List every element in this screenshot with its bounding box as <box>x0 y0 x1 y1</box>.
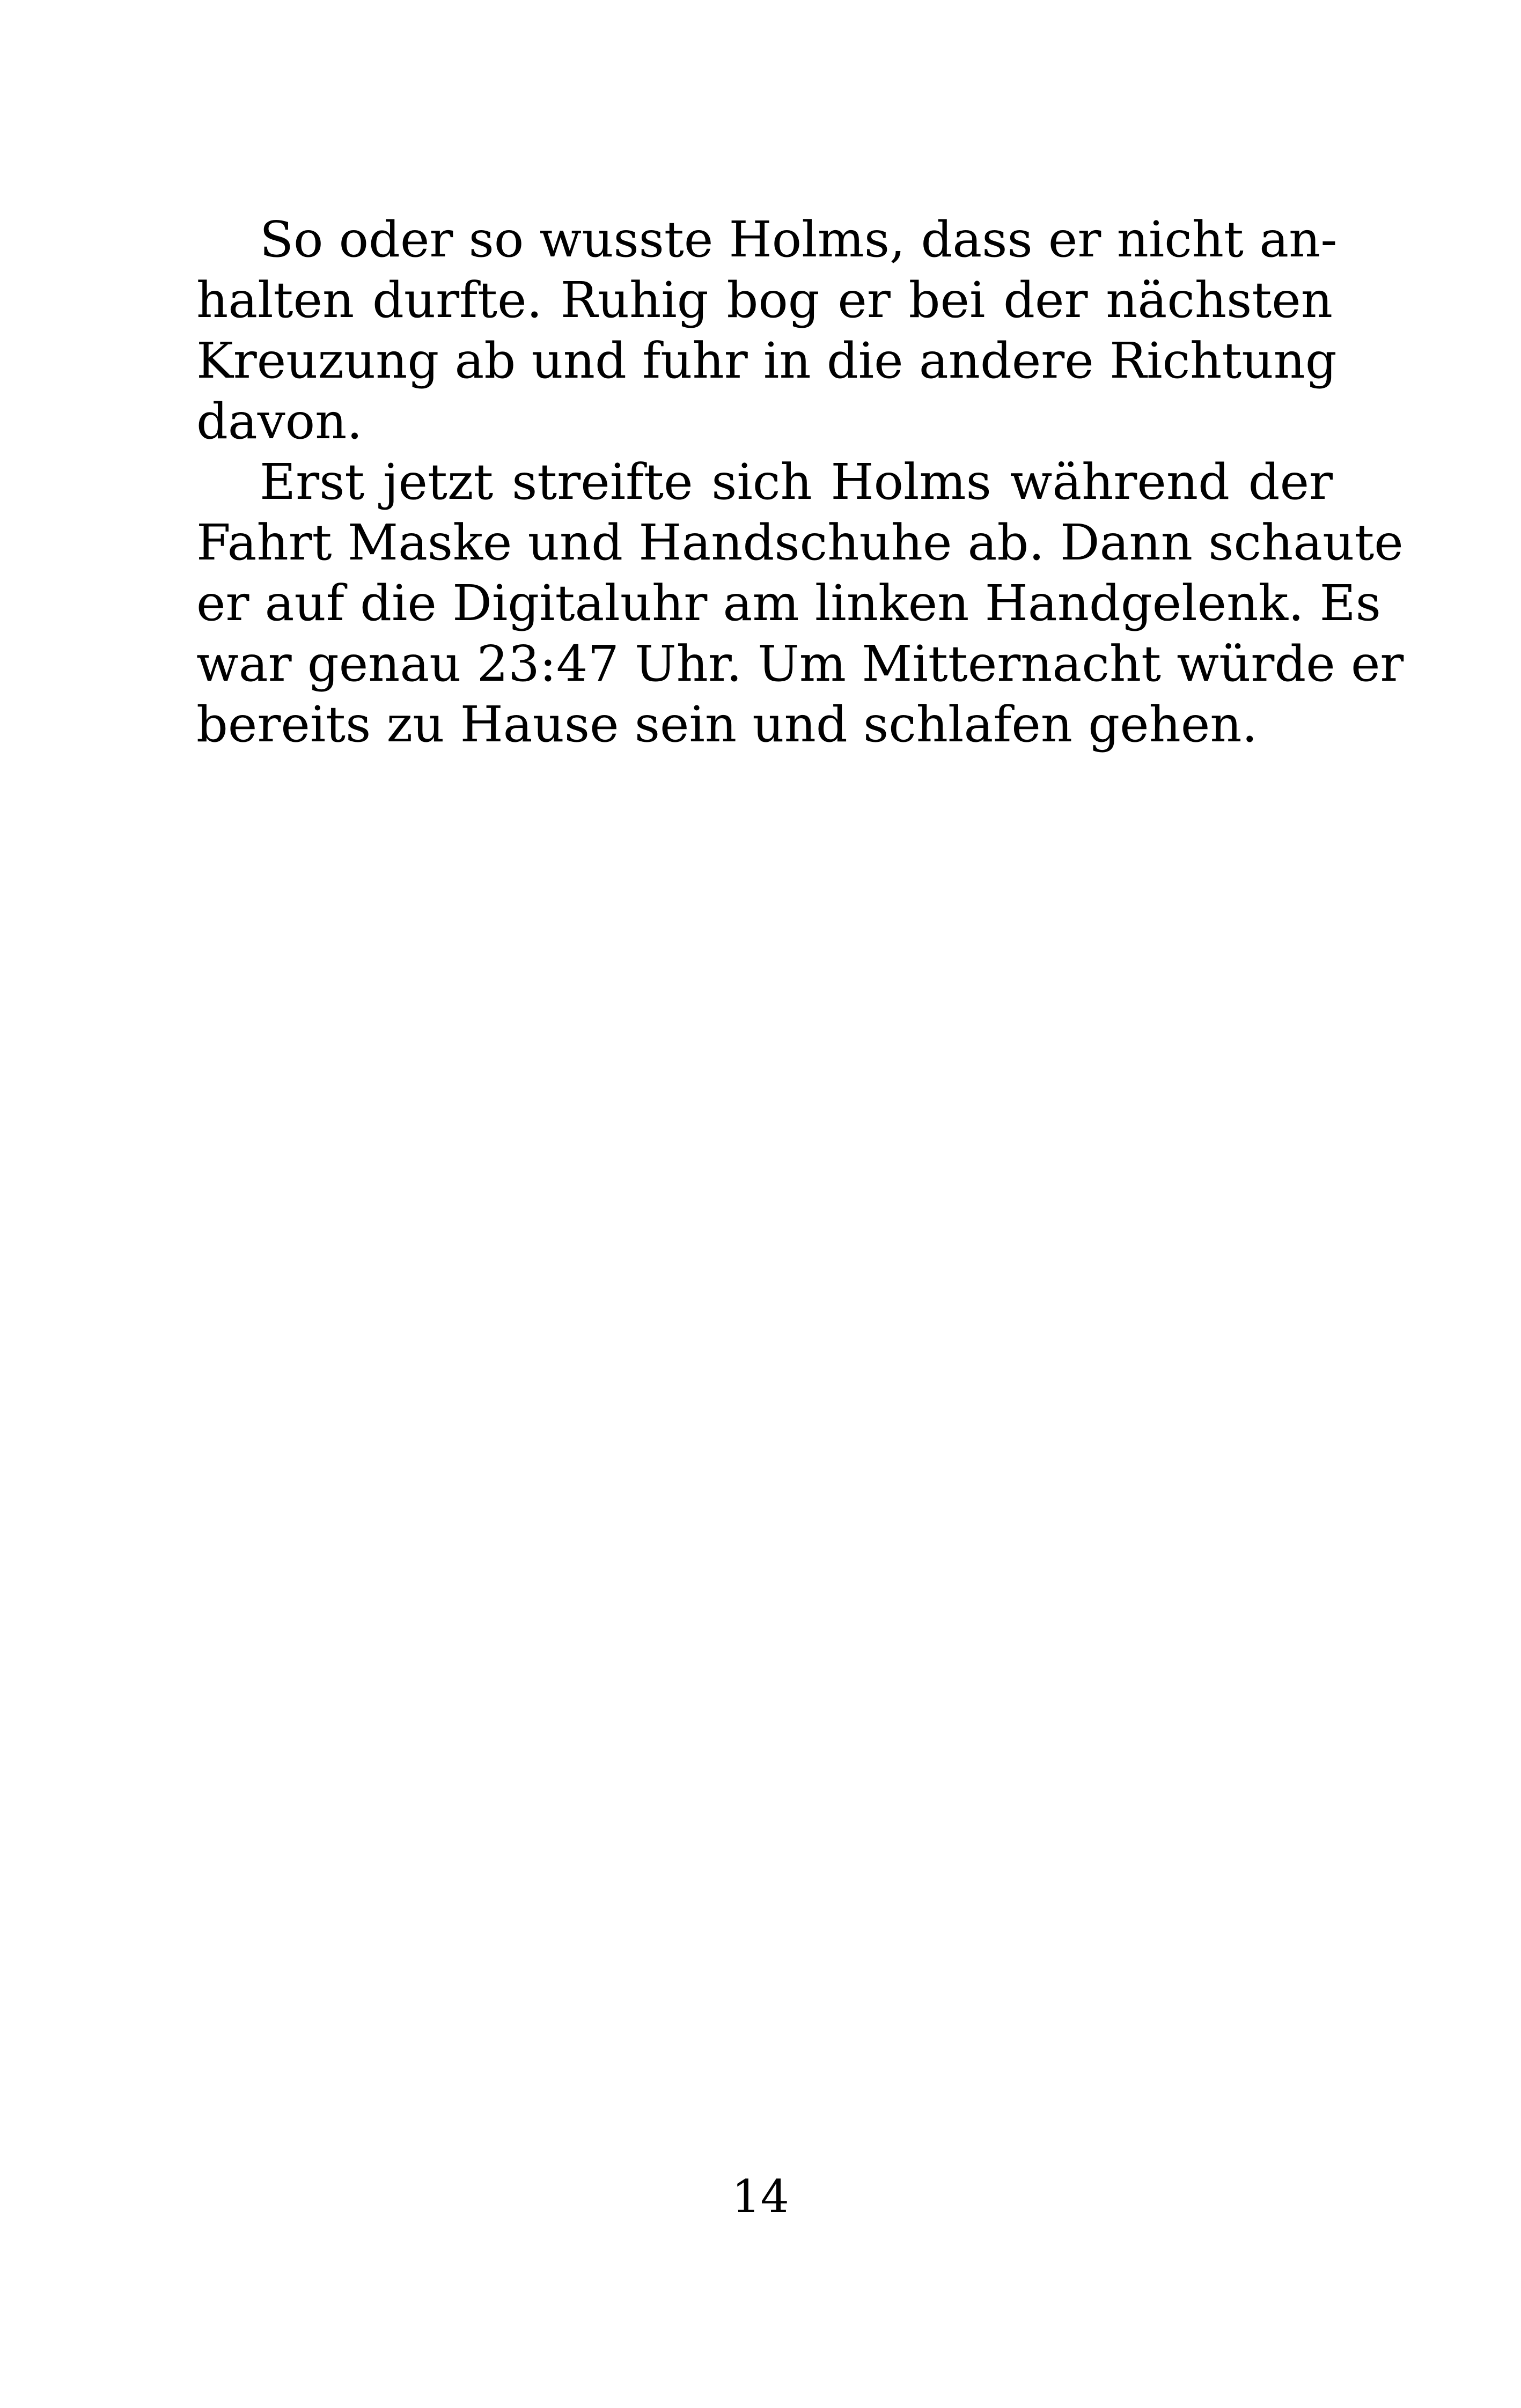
paragraph-1 <box>196 209 1338 452</box>
page-number: 14 <box>732 2170 789 2223</box>
paragraph-line: bereits zu Hause sein und schlafen gehen. <box>196 696 1258 753</box>
paragraph-line: Erst jetzt streifte sich Holms während der <box>260 453 1333 511</box>
paragraph-line: So oder so wusste Holms, dass er nicht an- <box>260 211 1338 268</box>
paragraph-line: Kreuzung ab und fuhr in die andere Richtung <box>196 332 1337 389</box>
paragraph-2 <box>196 452 1404 755</box>
paragraph-line: war genau 23:47 Uhr. Um Mitternacht würde er <box>196 635 1404 693</box>
paragraph-line: Fahrt Maske und Handschuhe ab. Dann schaute <box>196 514 1404 571</box>
body-text <box>196 209 1404 755</box>
paragraph-line: davon. <box>196 393 363 450</box>
paragraph-line: er auf die Digitaluhr am linken Handgelenk. Es <box>196 575 1381 632</box>
paragraph-line: halten durfte. Ruhig bog er bei der nächsten <box>196 271 1333 329</box>
